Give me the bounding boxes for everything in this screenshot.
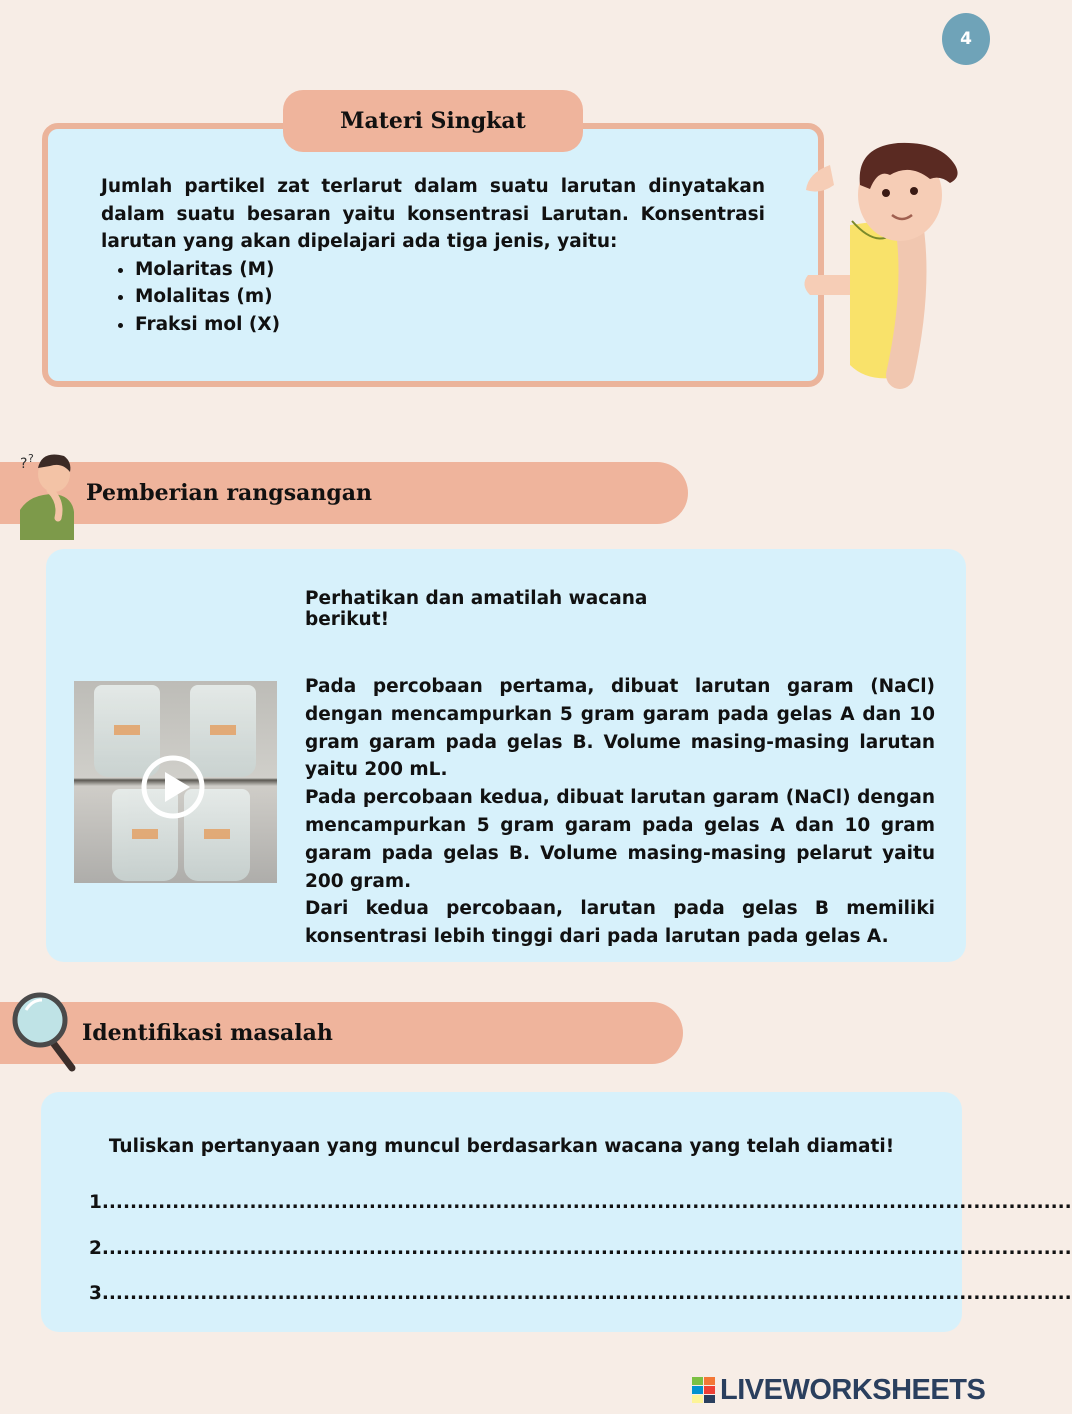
stimulus-heading: Pemberian rangsangan: [86, 480, 372, 506]
materi-title: Materi Singkat: [283, 90, 583, 152]
experiment-video[interactable]: [74, 681, 277, 883]
answer-line-1[interactable]: 1..........................................................................................................................................: [89, 1192, 1072, 1213]
stimulus-passage: [305, 673, 935, 951]
passage-paragraph: Pada percobaan pertama, dibuat larutan garam (NaCl) dengan mencampurkan 5 gram garam pada gelas A dan 10 gram garam pada gelas B. Volume masing-masing larutan yaitu 200 mL.: [305, 676, 935, 781]
materi-content: [101, 173, 765, 338]
play-icon[interactable]: [140, 754, 206, 820]
thinking-boy-icon: [14, 450, 78, 542]
list-item: • Molaritas (M): [135, 256, 765, 284]
problem-instruction: Tuliskan pertanyaan yang muncul berdasarkan wacana yang telah diamati!: [108, 1136, 895, 1157]
stimulus-banner: [0, 462, 688, 524]
magnifier-icon: [12, 988, 80, 1074]
passage-paragraph: Pada percobaan kedua, dibuat larutan garam (NaCl) dengan mencampurkan 5 gram garam pada gelas A dan 10 gram garam pada gelas B. Volume masing-masing pelarut yaitu 200 gram.: [305, 787, 935, 892]
logo-text: LIVEWORKSHEETS: [720, 1373, 986, 1406]
liveworksheets-logo[interactable]: [692, 1372, 985, 1408]
stimulus-instruction: Perhatikan dan amatilah wacana berikut!: [305, 588, 648, 630]
logo-blocks-icon: [692, 1377, 716, 1403]
svg-text:?: ?: [20, 456, 28, 472]
svg-text:?: ?: [28, 452, 34, 465]
page-number-badge: 4: [942, 13, 990, 65]
concentration-list: [101, 256, 765, 339]
list-item: • Molalitas (m): [135, 283, 765, 311]
passage-paragraph: Dari kedua percobaan, larutan pada gelas B memiliki konsentrasi lebih tinggi dari pada larutan pada gelas A.: [305, 898, 935, 948]
answer-line-2[interactable]: 2..........................................................................................................................................: [89, 1238, 1072, 1259]
problem-banner: [0, 1002, 683, 1064]
problem-heading: Identifikasi masalah: [82, 1020, 333, 1046]
boy-peeking-illustration: [790, 135, 970, 385]
materi-intro: Jumlah partikel zat terlarut dalam suatu larutan dinyatakan dalam suatu besaran yaitu konsentrasi Larutan. Konsentrasi larutan yang akan dipelajari ada tiga jenis, yaitu:: [101, 176, 765, 252]
answer-line-3[interactable]: 3..........................................................................................................................................: [89, 1283, 1072, 1304]
list-item: • Fraksi mol (X): [135, 311, 765, 339]
